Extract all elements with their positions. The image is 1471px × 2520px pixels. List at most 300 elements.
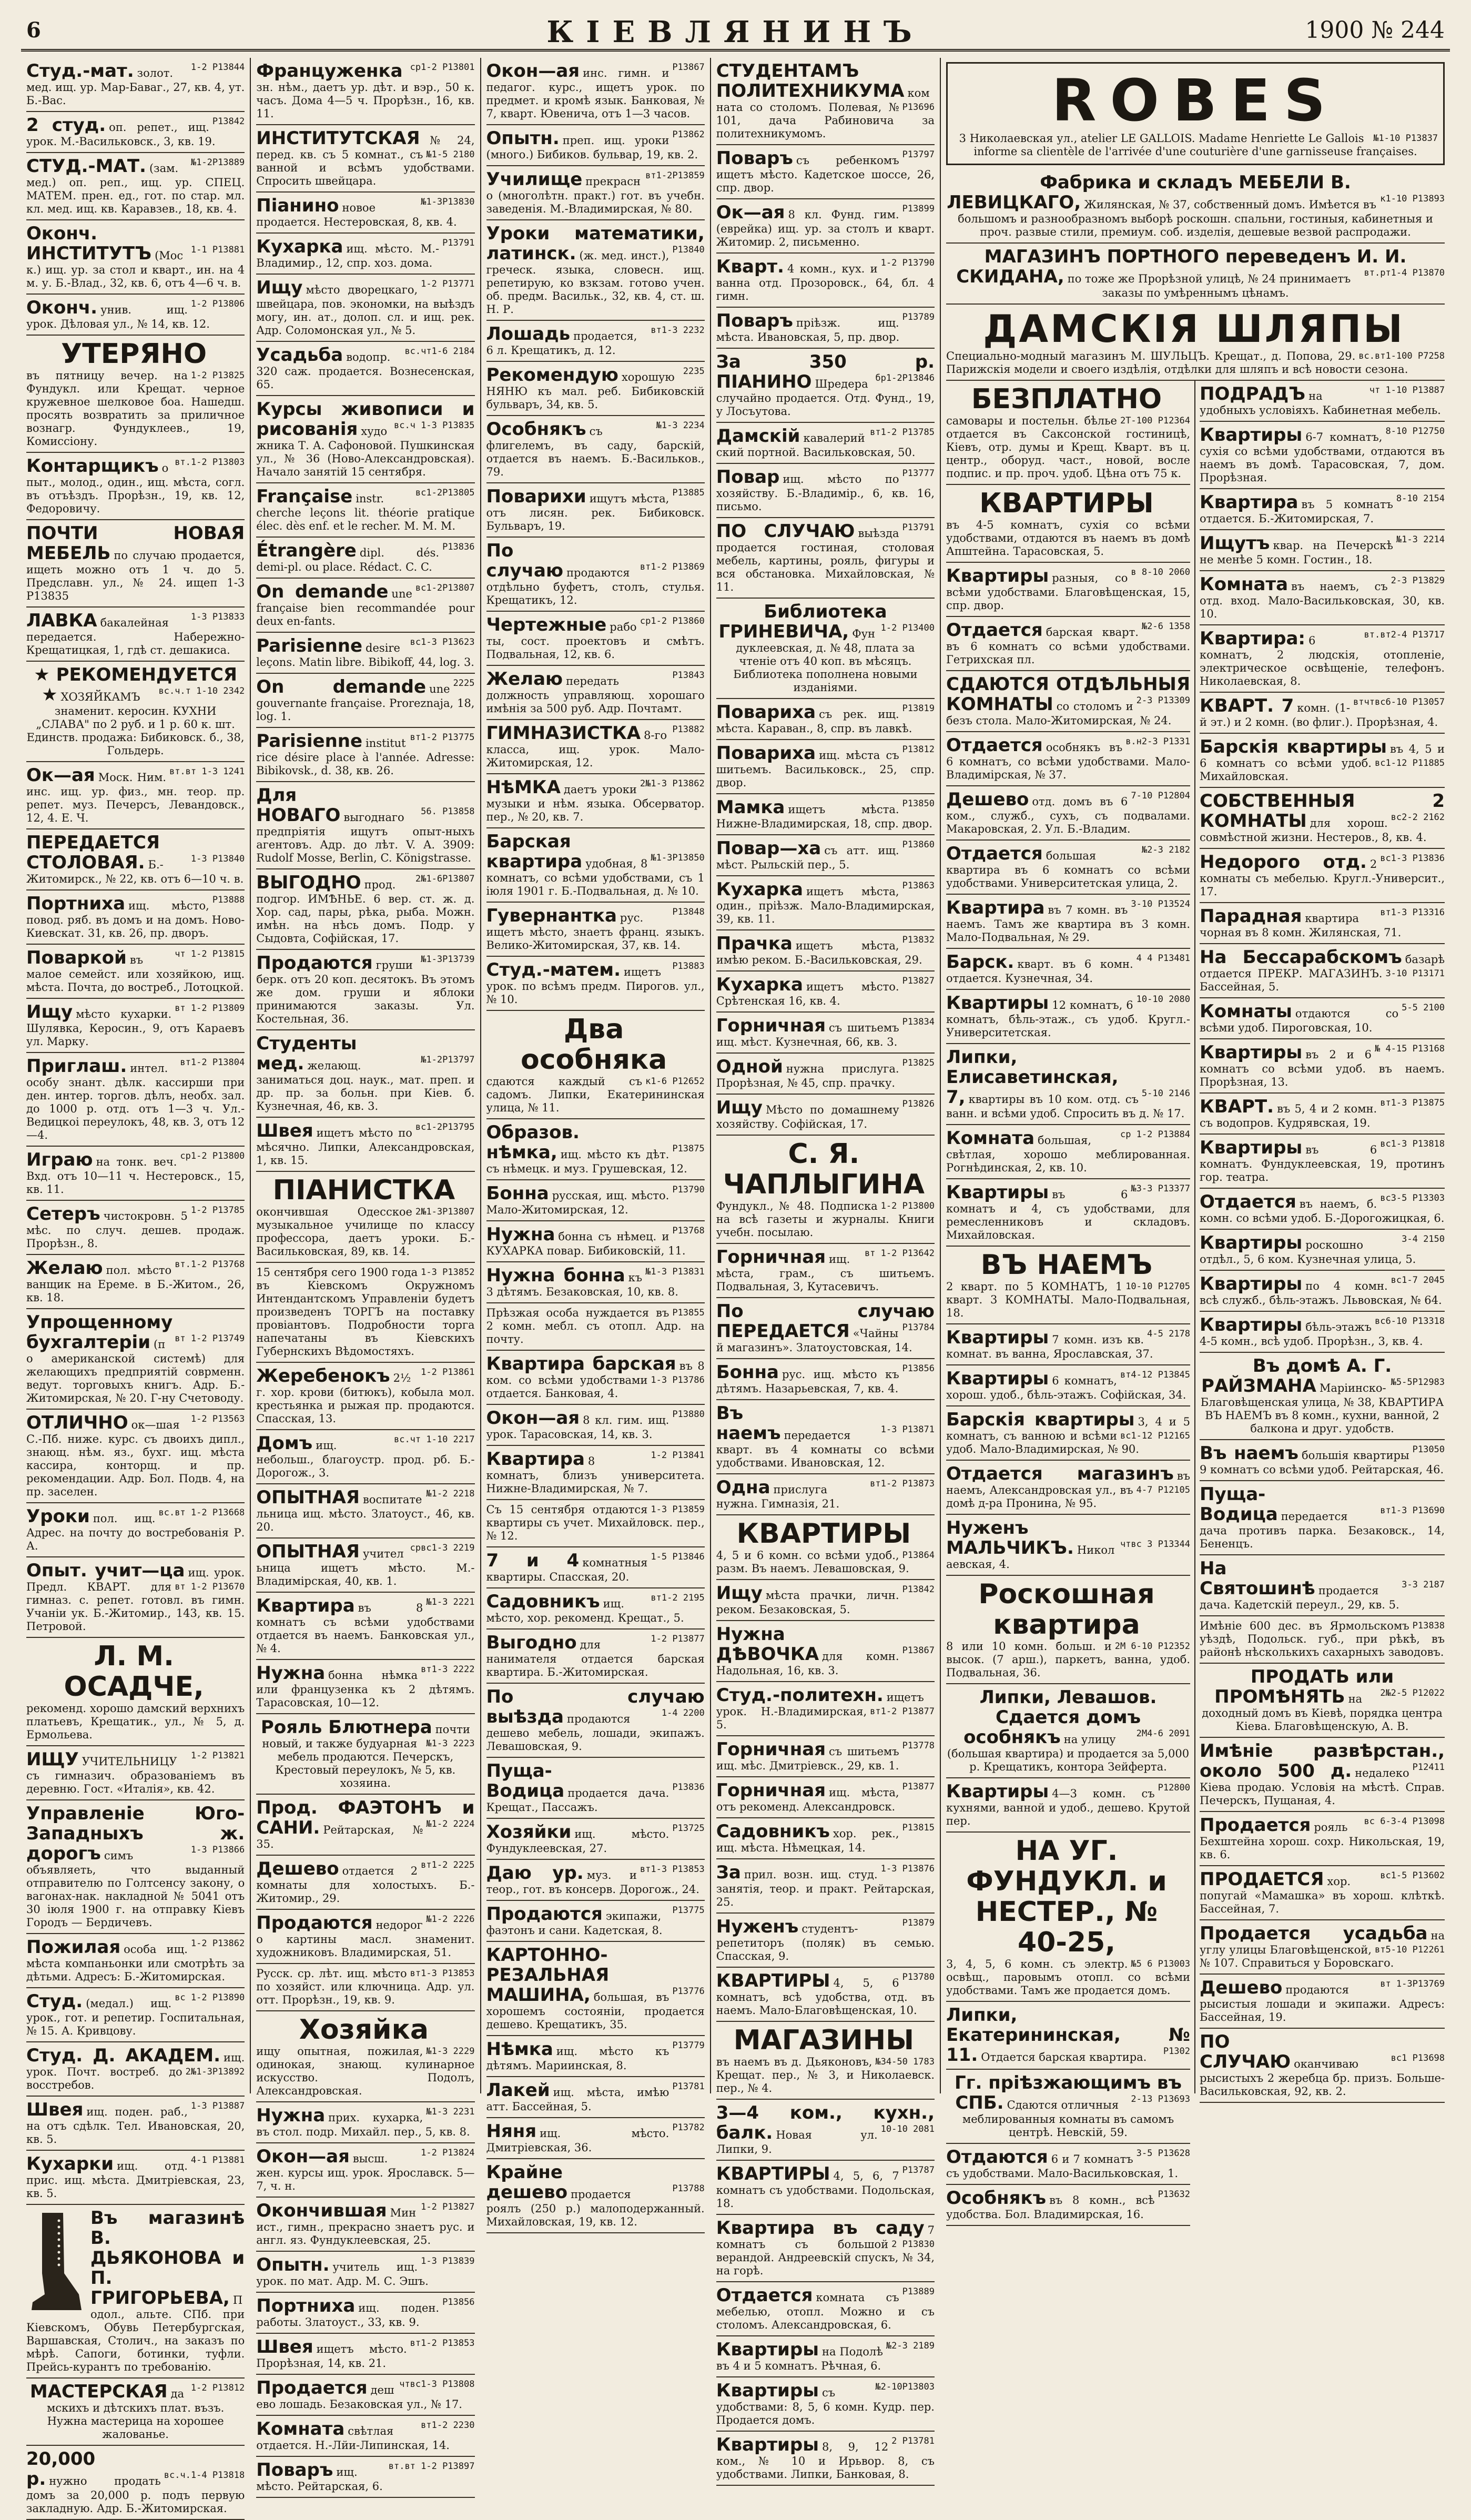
ad-reference-code: вт1-2 Р13775	[410, 732, 475, 743]
ad-body: въ наемъ, съ отд. вход. Мало-Васильковская, 30, кв. 10.	[1200, 580, 1445, 620]
ad-reference-code: 1-2 Р13812	[190, 2383, 245, 2393]
ad-headline: 7 и 4	[486, 1550, 580, 1571]
classified-ad	[716, 2022, 935, 2100]
ad-headline: Выгодно	[486, 1632, 577, 1653]
ad-headline: ★ РЕКОМЕНДУЕТСЯ ★	[34, 664, 237, 705]
ad-headline: Комната	[256, 2418, 345, 2440]
ad-headline: Кварт.	[716, 256, 784, 277]
ad-reference-code: в 8-10 2060	[1131, 567, 1191, 578]
ad-reference-code: Р13725	[672, 1823, 705, 1834]
classified-ad	[256, 1964, 474, 2011]
ad-reference-code: 56. Р13858	[421, 806, 475, 817]
classified-ad	[946, 1324, 1190, 1365]
ad-headline: Барскія квартиры	[946, 1409, 1135, 1430]
classified-ad	[946, 895, 1190, 949]
ad-body: ищ. мѣсто къ дѣтямъ. Мариинская, 8.	[486, 2045, 669, 2072]
classified-ad	[716, 423, 935, 464]
ad-body: съ атт. ищ. мѣст. Рыльскій пер., 5.	[716, 844, 899, 871]
ad-reference-code: Р13879	[902, 1918, 935, 1928]
classified-ad	[26, 336, 245, 453]
ad-reference-code: 1-2 Р13806	[190, 299, 245, 309]
ad-reference-code: ср1-2 Р13801	[410, 62, 475, 73]
ad-headline: Повариха	[716, 743, 816, 764]
ad-reference-code: вт1-3 Р13875	[1380, 1098, 1445, 1108]
ad-headline: Квартиры	[1200, 1273, 1303, 1294]
classified-ad	[716, 349, 935, 423]
classified-ad	[946, 949, 1190, 990]
ad-reference-code: вс1 Р13698	[1391, 2053, 1445, 2063]
ad-headline: Хозяйка	[299, 2014, 429, 2046]
ad-headline: Ищу	[26, 1001, 73, 1023]
ad-reference-code: 2 Р13781	[891, 2436, 935, 2446]
ad-reference-code: вс.ч.т 1-10 2342	[158, 686, 245, 696]
classified-ad	[1200, 693, 1445, 734]
classified-ad	[26, 662, 245, 762]
ad-reference-code: вс3-5 Р13303	[1380, 1193, 1445, 1203]
ad-reference-code: Р13779	[672, 2040, 705, 2051]
ad-reference-code: 1-3 Р13833	[190, 612, 245, 622]
classified-ad	[256, 1539, 474, 1593]
ad-headline: Ищу	[716, 1583, 763, 1604]
ad-body: даетъ уроки музыки и нѣм. языка. Обсерватор. пер., № 20, кв. 7.	[486, 783, 705, 823]
ad-body: Николаевская, 4.	[946, 1544, 1115, 1571]
ad-headline: Parisienne	[256, 635, 363, 656]
classified-ad	[1200, 1866, 1445, 1920]
ad-body: 6-7 комнатъ, сухія со всѣми удобствами, отдаются въ наемъ въ домѣ. Тарасовская, 7, дом. Прорѣзная.	[1200, 431, 1445, 484]
ad-body: ищ. небольш., благоустр. прод. рб. Б.-Дорогож., 3.	[256, 1439, 475, 1479]
ad-body: «Чайный магазинъ». Златоустовская, 14.	[716, 1327, 912, 1354]
ad-body: ищ. поден. работы. Златоуст., 33, кв. 9.	[256, 2302, 440, 2329]
ad-body: унив. ищ. урок. Дѣловая ул., № 14, кв. 12.	[26, 303, 210, 330]
ad-body: въ 8 комнатъ съ всѣми удобствами отдается въ наемъ. Банковская ул., № 4.	[256, 1602, 475, 1655]
ad-body: удобная, 8 комнатъ, со всѣми удобствами, съ 1 іюля 1901 г. Б.-Подвальная, д. № 10.	[486, 857, 705, 897]
classified-ad	[716, 835, 935, 876]
ad-body: въ 6 комнатъ. Фундуклеевская, 19, протинъ гор. театра.	[1200, 1143, 1445, 1183]
ad-reference-code: вт1-2 2225	[421, 1860, 475, 1870]
classified-ad	[256, 1714, 474, 1795]
classified-ad	[486, 1262, 705, 1303]
ad-headline: Барская квартира	[486, 831, 583, 872]
classified-ad	[26, 1309, 245, 1410]
ad-headline: МАГАЗИНЪ ПОРТНОГО переведенъ И. И. СКИДАНА,	[956, 246, 1407, 287]
ad-reference-code: №2-6 1358	[1141, 621, 1191, 632]
ad-headline: Повар	[716, 467, 780, 488]
ad-headline: Піанино	[256, 195, 339, 216]
ad-body: 3, 4, 5, 6 комн. съ электр. освѣщ., паровымъ отопл. со всѣми удобствами. Тамъ же продается домъ.	[946, 1958, 1191, 1997]
classified-ad	[486, 720, 705, 774]
ad-reference-code: вт1-3 Р13690	[1380, 1505, 1445, 1516]
ad-body: передается дача противъ парка. Безаковск., 14, Бененцъ.	[1200, 1510, 1445, 1550]
ad-headline: ГИМНАЗИСТКА	[486, 723, 641, 744]
ad-body: кавалерийский портной. Васильковская, 50.	[716, 432, 916, 459]
ad-headline: Пуща-Водица	[486, 1760, 565, 1802]
ad-body: въ 4, 5 и 6 комнатъ со всѣми удоб. Михайловская.	[1200, 743, 1445, 783]
ad-reference-code: вс.ч.1-4 Р13818	[164, 2470, 245, 2481]
ad-reference-code: Р13889	[902, 2286, 935, 2297]
ad-body: ищ. урок. Предл. КВАРТ. для гимназ. с. репет. готовл. въ гимн. Учаніи ук. Б.-Житомир., 143, кв. 15. Петровой.	[26, 1566, 245, 1633]
ad-reference-code: Р13050	[1412, 1444, 1445, 1455]
ad-reference-code: Р1302	[1163, 2046, 1191, 2057]
ad-body: рус. ищетъ мѣсто, знаетъ франц. языкъ. Велико-Житомирская, 37, кв. 14.	[486, 912, 705, 952]
ad-body: рояль Бехштейна хорош. сохр. Никольская, 19, кв. 6.	[1200, 1821, 1445, 1861]
ad-body: Мѣсто по домашнему хозяйству. Софійская, 17.	[716, 1104, 899, 1130]
ad-headline: Швея	[256, 2336, 313, 2357]
ad-reference-code: вс.ч 1-3 Р13835	[393, 420, 475, 431]
classified-ad	[716, 518, 935, 599]
classified-ad	[1200, 998, 1445, 1039]
classified-ad	[486, 666, 705, 720]
ad-body: ищ. мѣста съ шитьемъ. Васильковск., 25, спр. двор.	[716, 749, 935, 789]
ad-headline: СОБСТВЕННЫЯ 2 КОМНАТЫ	[1200, 791, 1445, 832]
ad-body: передается кварт. въ 4 комнаты со всѣми удобствами. Ивановская, 12.	[716, 1429, 935, 1469]
classified-ad	[486, 1758, 705, 1819]
ad-reference-code: Р13856	[442, 2297, 475, 2308]
ad-body: муз. и теор., гот. въ консерв. Дорогож., 24.	[486, 1869, 699, 1896]
ad-body: отдаются со всѣми удоб. Пироговская, 10.	[1200, 1007, 1399, 1034]
classified-ad	[716, 1818, 935, 1859]
ad-body: (зам. мед.) оп. реп., ищ. ур. СПЕЦ. МАТЕМ. прен. ед., гот. по стар. мл. кл. мед. ищ. кв. Каравзев., 18, кв. 4.	[26, 162, 245, 215]
ad-reference-code: вт1-3 2232	[651, 325, 705, 336]
ad-reference-code: вт.рт1-4 Р13870	[1364, 268, 1445, 278]
classified-ad	[946, 1125, 1190, 1179]
ad-headline: Даю ур.	[486, 1863, 584, 1884]
ad-body: почти новый, и также будуарная мебель продаются. Печерскъ, Крестовый переулокъ, № 5, кв. хозяина.	[262, 1723, 470, 1789]
ad-reference-code: Р13880	[672, 1409, 705, 1420]
ad-reference-code: Р13768	[672, 1226, 705, 1236]
classified-ad	[256, 1660, 474, 1714]
classified-ad	[486, 957, 705, 1011]
classified-ad	[486, 1446, 705, 1500]
ad-reference-code: №1-10 Р13837	[1373, 133, 1438, 144]
classified-ad	[26, 1557, 245, 1638]
ad-reference-code: 4 4 Р13481	[1136, 953, 1191, 964]
ad-body: по случаю продается, ищеть можно отъ 1 ч. до 5. Предславн. ул., № 24. ищеп 1-3 Р13835	[26, 549, 245, 602]
ad-reference-code: №1-3 Р13831	[645, 1267, 705, 1277]
ad-headline: КАРТОННО-РЕЗАЛЬНАЯ МАШИНА,	[486, 1945, 610, 2006]
ad-headline: Домъ	[256, 1433, 313, 1454]
ad-reference-code: вт.вт 1-3 1241	[169, 766, 245, 777]
ad-reference-code: 2-3 Р13829	[1391, 575, 1445, 586]
classified-ad	[26, 2205, 245, 2379]
ad-body: водопр. 320 саж. продается. Вознесенская, 65.	[256, 351, 475, 391]
ad-body: комнатныя квартиры. Спасская, 20.	[486, 1556, 648, 1583]
column-5	[941, 58, 1450, 2221]
ad-body: ок—шая С.-Пб. ниже. курс. съ двоихъ дипл., знающ. нѣм. яз., бухг. ищ. мѣста кассира, конторщ. и пр. рекомендации. Адр. Бол. Подв. 4, на пр. заселен.	[26, 1419, 245, 1498]
classified-ad	[256, 2375, 474, 2416]
classified-ad	[1200, 1440, 1445, 1481]
classified-ad	[256, 2252, 474, 2293]
classified-ad	[486, 1119, 705, 1180]
classified-ad	[716, 1736, 935, 1777]
ad-body: для нанимателя отдается барская квартира. Б.-Житомирская.	[486, 1638, 705, 1678]
ad-reference-code: Р13790	[672, 1185, 705, 1195]
ad-reference-code: Р13842	[212, 116, 245, 127]
column-1	[21, 58, 251, 2515]
classified-ad	[716, 699, 935, 740]
ad-reference-code: 4-7 Р12105	[1136, 1485, 1191, 1495]
classified-ad	[716, 2432, 935, 2486]
ad-reference-code: 2-3 Р13309	[1136, 695, 1191, 706]
boot-illustration	[26, 2210, 84, 2315]
ad-headline: Ищутъ	[1200, 533, 1270, 554]
ad-reference-code: вт1-3 Р13853	[410, 1968, 475, 1979]
ad-reference-code: вс.вт 1-2 Р13668	[158, 1507, 245, 1518]
ad-body: ищ. мѣсто, повод. ряб. въ домъ и на домъ. Ново-Киевскат. 31, кв. 26, пр. дворъ.	[26, 899, 245, 939]
ad-headline: ROBES	[1051, 67, 1340, 134]
ad-body: хорошую НЯНЮ къ мал. реб. Бибиковскій бульваръ, 34, кв. 5.	[486, 371, 705, 411]
classified-ad	[26, 1503, 245, 1557]
classified-ad	[716, 2100, 935, 2161]
ad-body: чистокровн. 5 мѣс. по случ. дешев. продаж. Прорѣзн., 8.	[26, 1210, 245, 1250]
ad-headline: Квартиры	[716, 2434, 819, 2455]
ad-body: съ удобствами: 8, 5, 6 комн. Кудр. пер. Продается домъ.	[716, 2386, 935, 2426]
ad-body: 7 комн. изъ кв. комнат. въ ванна, Ярославская, 37.	[946, 1333, 1153, 1360]
ad-reference-code: №1-2 2224	[426, 1819, 475, 1829]
classified-ad	[716, 464, 935, 518]
featured-ads-block	[946, 58, 1445, 381]
ad-reference-code: вс1-3 Р13818	[1380, 1139, 1445, 1149]
ad-reference-code: вт1-2 Р13869	[640, 562, 705, 572]
column-2	[251, 58, 481, 2493]
ad-body: хор. рек., ищ. мѣста. Нѣмецкая, 14.	[716, 1827, 899, 1854]
ad-headline: Дешево	[946, 789, 1029, 810]
ad-body: 2 кварт. по 5 КОМНАТЪ, 1 кварт. 3 КОМНАТЫ. Мало-Подвальная, 18.	[946, 1280, 1191, 1319]
ad-reference-code: вт1-2 Р13873	[870, 1479, 935, 1489]
ad-reference-code: вс1-2Р13807	[415, 583, 475, 593]
ad-body: 6 комнатъ, хорош. удоб., бѣль-этажъ. Софійская, 34.	[946, 1374, 1186, 1401]
ad-body: дамскихъ и дѣтскихъ плат. възъ. Нужна мастерица на хорошее жалованье.	[47, 2387, 225, 2441]
ad-body: une française bien recommandée pour deux en-fants.	[256, 588, 475, 628]
ad-reference-code: 1-2 Р13862	[190, 1938, 245, 1949]
ad-headline: Нужна	[256, 2105, 326, 2126]
ad-headline: Продается	[256, 2377, 368, 2398]
ad-headline: ДАМСКІЯ ШЛЯПЫ	[983, 307, 1405, 351]
classified-ad	[946, 2144, 1190, 2185]
classified-ad	[716, 1359, 935, 1400]
ad-reference-code: вс1-12 Р11885	[1374, 758, 1445, 768]
ad-body: пол. мѣсто ванщик на Ереме. в Б.-Житом., 26, кв. 18.	[26, 1264, 245, 1304]
ad-reference-code: вт 1-2 Р13670	[175, 1582, 245, 1592]
ad-body: Минист., гимн., прекрасно знаетъ рус. и англ. яз. Фундуклеевская, 25.	[256, 2207, 475, 2246]
ad-reference-code: 1-4 2200	[661, 1708, 705, 1718]
ad-reference-code: №1-5 2180	[426, 149, 475, 160]
classified-ad	[256, 2457, 474, 2498]
ad-reference-code: вс 1-2 Р13890	[175, 1992, 245, 2003]
ad-body: ищ. мѣсто по хозяйству. Б.-Владимір., 6, кв. 16, письмо.	[716, 473, 935, 513]
ad-body: ищ. мѣсто. Рейтарская, 6.	[256, 2466, 383, 2493]
ad-body: въ пятницу вечер. на Фундукл. или Крещат. черное кружевное шелковое боа. Нашедш. просять возвратить за приличное вознагр. Фундуклеев., 19, Комиссіону.	[26, 369, 245, 448]
ad-headline: Квартира	[1200, 492, 1298, 513]
ad-reference-code: 1-1 Р13881	[190, 245, 245, 255]
classified-ad	[256, 342, 474, 396]
classified-ad	[26, 945, 245, 999]
ad-headline: Горничная	[716, 1247, 826, 1268]
ad-body: отдается 2 комнаты для холостыхъ. Б.-Житомир., 29.	[256, 1865, 475, 1905]
classified-ad	[256, 1795, 474, 1856]
ad-reference-code: №1-2Р13797	[421, 1055, 475, 1065]
classified-ad	[256, 58, 474, 125]
ad-headline: Жеребенокъ	[256, 1365, 390, 1386]
ad-headline: Поваръ	[716, 310, 793, 331]
ad-headline: Библиотека ГРИНЕВИЧА,	[718, 601, 887, 642]
ad-body: русская, ищ. мѣсто. Мало-Житомирская, 12.	[486, 1189, 669, 1216]
ad-body: большая, свѣтлая, хорошо меблированная. Рогнѣдинская, 2, кв. 10.	[946, 1134, 1191, 1174]
ad-headline: НѣМКА	[486, 777, 561, 798]
ad-reference-code: 1-3 Р13840	[190, 854, 245, 864]
ad-reference-code: вс1-2Р13805	[415, 488, 475, 498]
ad-reference-code: Р13836	[442, 542, 475, 552]
classified-ad	[1200, 1664, 1445, 1738]
classified-ad	[256, 579, 474, 633]
ad-reference-code: втчтвс6-10 Р13057	[1353, 697, 1445, 707]
ad-headline: Комната	[946, 1128, 1035, 1149]
ad-reference-code: Р13867	[902, 1645, 935, 1656]
ad-body: 3, 4 и 5 комнатъ, съ ванною и всѣми удоб. Мало-Владимирская, № 90.	[946, 1415, 1191, 1455]
ad-headline: Прод. ФАЭТОНЪ и САНИ.	[256, 1797, 475, 1838]
ad-body: (по американской системѣ) для желающихъ предприятій соврменн. ведут. торговыхъ книгъ. Адр. Б.-Житомирская, № 20. Г-ну Счетоводу.	[26, 1338, 245, 1404]
classified-ad	[716, 1859, 935, 1914]
column-5a	[946, 381, 1195, 2221]
ad-body: съ шитьемъ ищ. мѣст. Кузнечная, 66, кв. 3.	[716, 1021, 899, 1048]
ad-reference-code: 2№1-3Р13892	[185, 2067, 245, 2077]
ad-body: Имѣніе 600 дес. въ Ярмольскомъ уѣздѣ, Подольск. губ., при рѣкѣ, въ районѣ нѣсколькихъ сахарныхъ заводовъ.	[1200, 1620, 1445, 1658]
ad-body: продается дача. Кадетскій переул., 29, кв. 5.	[1200, 1584, 1399, 1611]
classified-ad	[716, 1515, 935, 1580]
classified-ad	[26, 608, 245, 662]
classified-ad	[256, 538, 474, 579]
ad-reference-code: №1-3Р13850	[651, 853, 705, 863]
ad-reference-code: 4-1 Р13881	[190, 2155, 245, 2165]
ad-headline: НА УГ. ФУНДУКЛ. и НЕСТЕР., № 40-25,	[966, 1835, 1167, 1958]
classified-ad	[946, 1247, 1190, 1324]
ad-body: 8 комнатъ, близъ университета. Нижне-Владимирская, № 7.	[486, 1455, 705, 1495]
ad-headline: Комнаты	[1200, 1001, 1292, 1022]
ad-headline: Квартиры	[1200, 1042, 1303, 1063]
ad-headline: ПО СЛУЧАЮ	[1200, 2031, 1291, 2072]
classified-ad	[1200, 381, 1445, 422]
classified-ad	[26, 2151, 245, 2205]
classified-ad	[256, 1593, 474, 1660]
ad-reference-code: вт1-3 Р13853	[640, 1864, 705, 1875]
classified-ad	[256, 2102, 474, 2143]
ad-headline: Въ домѣ А. Г. РАЙЗМАНА	[1201, 1355, 1392, 1396]
ad-headline: Кухарки	[26, 2153, 114, 2174]
classified-ad	[486, 483, 705, 538]
classified-ad	[716, 930, 935, 971]
ad-reference-code: вс1-3 Р13623	[410, 637, 475, 647]
classified-ad	[486, 903, 705, 957]
ad-reference-code: Р13860	[902, 839, 935, 850]
ad-headline: Étrangère	[256, 540, 357, 561]
ad-headline: On demande	[256, 581, 389, 602]
classified-ad	[946, 1365, 1190, 1406]
ad-headline: Барскія квартиры	[1200, 736, 1387, 757]
ad-headline: Квартира:	[1200, 628, 1306, 649]
ad-reference-code: вт.вт 1-2 Р13897	[388, 2461, 475, 2472]
ad-body: ищетъ мѣста, один., пріѣзж. Мало-Владимирская, 39, кв. 11.	[716, 885, 935, 925]
ad-headline: Усадьба	[256, 345, 343, 366]
ad-body: прод. подгор. ИМѢНЬЕ. 6 вер. ст. ж. д. Хор. сад, пары, рѣка, рыба. Можн. имѣн. на нѣсь домъ. Подр. у Сыдовта, Софійская, 17.	[256, 878, 475, 945]
ad-reference-code: Р13843	[672, 670, 705, 681]
classified-ad	[256, 1484, 474, 1539]
ad-body: ищ. мѣсто къ дѣт. съ нѣмецк. и муз. Грушевская, 12.	[486, 1148, 687, 1175]
ad-body: бѣль-этажъ 4-5 комн., всѣ удоб. Прорѣзн., 3, кв. 4.	[1200, 1321, 1423, 1348]
ad-reference-code: 1-2 Р13825	[190, 370, 245, 381]
ad-body: съ рек. ищ. мѣста. Караван., 8, спр. въ лавкѣ.	[716, 708, 912, 735]
classified-ad	[256, 483, 474, 538]
classified-ad	[1200, 1812, 1445, 1866]
classified-ad	[1200, 571, 1445, 625]
ad-body: продается роялъ (250 р.) малоподержанный. Михайловская, 19, кв. 12.	[486, 2188, 705, 2228]
ad-reference-code: ср1-2 Р13860	[640, 616, 705, 626]
ad-body: Отдается барская квартира.	[981, 2051, 1147, 2063]
classified-ad	[26, 58, 245, 112]
ad-headline: КВАРТИРЫ	[716, 2163, 830, 2184]
ad-reference-code: Р13862	[672, 129, 705, 140]
ad-body: интел. особу знант. дѣлк. кассирши при ден. интер. торгов. дѣлъ, необх. зал. до 1000 р. отд. отъ 1—3 ч. Ул.-Ведицкоі переулокъ, 48, кв. 3, отъ 12—4.	[26, 1062, 245, 1141]
newspaper-title: КІЕВЛЯНИНЪ	[546, 15, 925, 49]
ad-reference-code: Р13848	[672, 907, 705, 917]
ad-reference-code: вт.1-2 Р13803	[175, 457, 245, 468]
classified-ad	[1200, 1481, 1445, 1555]
ad-reference-code: чтвс1-3 Р13808	[399, 2379, 475, 2390]
ad-body: выѣзда продается гостиная, столовая мебель, картины, рояль, фигуры и вся обстановка. Михайловская, № 11.	[716, 527, 935, 593]
ad-headline: Курсы живописи и рисованія	[256, 399, 475, 440]
ad-reference-code: Р13856	[902, 1363, 935, 1374]
ad-headline: Кухарка	[256, 236, 343, 257]
classified-ad	[486, 1630, 705, 1684]
ad-headline: МАСТЕРСКАЯ	[29, 2381, 168, 2402]
ad-headline: Липки, Екатерининская, № 11.	[946, 2005, 1191, 2066]
classified-ad	[486, 1588, 705, 1630]
classified-ad	[256, 1363, 474, 1430]
ad-reference-code: № 4-15 Р13168	[1374, 1044, 1445, 1054]
ad-body: въ наемъ въ д. Дьяконовъ, Крещат. пер., № 3, и Николаевск. пер., № 4.	[716, 2056, 935, 2094]
classified-ad	[946, 1515, 1190, 1576]
ad-headline: По случаю ПЕРЕДАЕТСЯ	[716, 1301, 935, 1342]
ad-headline: Дешево	[256, 1858, 339, 1879]
ad-body: комната со столомъ. Полевая, № 101, дача Рабиновича за политехникумомъ.	[716, 87, 935, 140]
ad-body: базарѣ отдается ПРЕКР. МАГАЗИНЪ. Бассейная, 5.	[1200, 953, 1445, 993]
classified-ad	[256, 869, 474, 950]
ad-body: работы, сост. проектовъ и смѣтъ. Подвальная, 12, кв. 6.	[486, 621, 705, 661]
ad-body: рекоменд. хорошо дамский верхнихъ платьевъ, Крещатик., ул., № 5, д. Ермольева.	[26, 1702, 245, 1741]
ad-reference-code: вс1-2Р13795	[415, 1122, 475, 1132]
ad-reference-code: 1-2 Р13771	[421, 279, 475, 289]
ad-reference-code: к1-6 Р12652	[645, 1076, 705, 1087]
ad-headline: Студ.-матем.	[486, 959, 621, 980]
ad-headline: Портниха	[256, 2295, 356, 2316]
ad-reference-code: Р13888	[212, 895, 245, 905]
ad-headline: КВАРТ.	[1200, 1096, 1274, 1117]
ad-headline: За	[716, 1862, 741, 1883]
classified-ad	[1200, 1271, 1445, 1312]
classified-ad	[26, 220, 245, 295]
ad-headline: Оконч. ИНСТИТУТЪ	[26, 223, 152, 264]
classified-ad	[486, 1942, 705, 2036]
ad-headline: Желаю	[486, 669, 563, 690]
classified-ad	[486, 1351, 705, 1405]
classified-ad	[486, 2036, 705, 2077]
ad-body: квар. на Печерскѣ не менѣе 5 комн. Гостин., 18.	[1200, 539, 1393, 566]
ad-headline: Контарщикъ	[26, 456, 159, 477]
ad-reference-code: Р13827	[902, 976, 935, 986]
ad-body: къ 3 дѣтямъ. Безаковская, 10, кв. 8.	[486, 1271, 678, 1298]
ad-reference-code: 1-3 Р13887	[190, 2101, 245, 2111]
classified-ad	[486, 1547, 705, 1588]
ad-headline: Квартиры	[946, 1182, 1049, 1203]
ad-reference-code: Р13832	[902, 935, 935, 945]
